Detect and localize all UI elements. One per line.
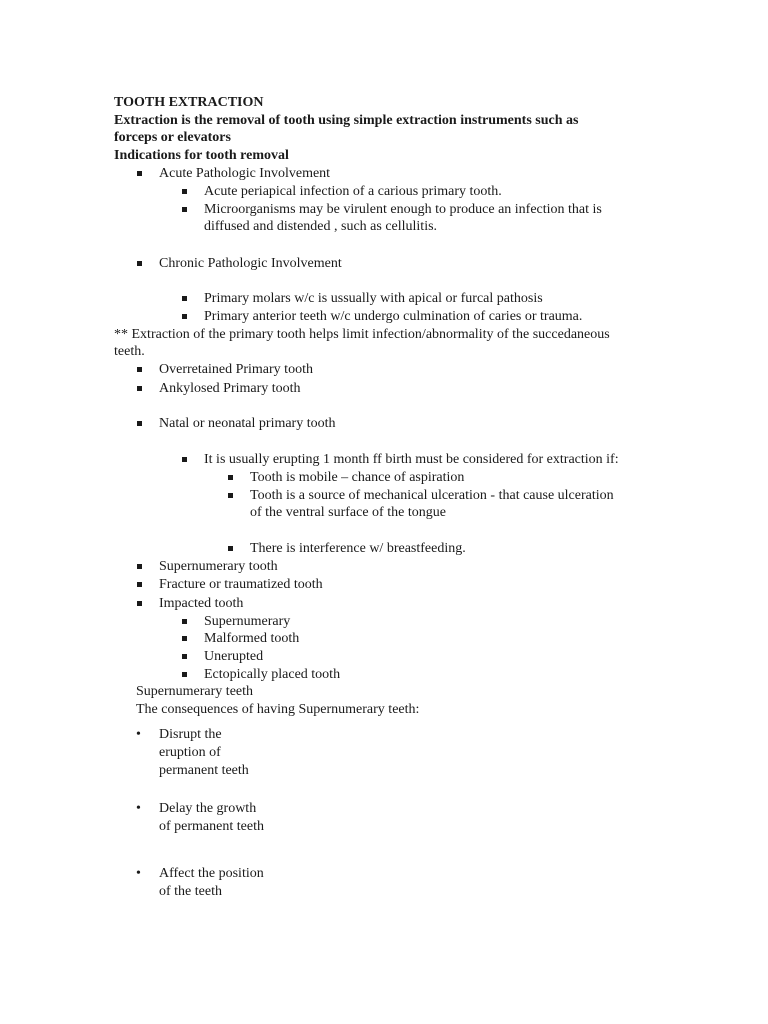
acute-label: Acute Pathologic Involvement: [159, 166, 331, 181]
consequence-3-line-2: of the teeth: [159, 884, 222, 899]
square-bullet-icon: [182, 654, 187, 659]
impacted-item: Ectopically placed tooth: [204, 667, 341, 682]
square-bullet-icon: [182, 296, 187, 301]
square-bullet-icon: [182, 207, 187, 212]
note-line-2: teeth.: [114, 344, 145, 359]
chronic-sub-1: Primary molars w/c is ussually with apical or furcal pathosis: [204, 291, 543, 306]
chronic-label: Chronic Pathologic Involvement: [159, 256, 342, 271]
square-bullet-icon: [228, 546, 233, 551]
square-bullet-icon: [137, 601, 142, 606]
definition-line-2: forceps or elevators: [114, 130, 231, 145]
square-bullet-icon: [137, 386, 142, 391]
acute-sub-1: Acute periapical infection of a carious primary tooth.: [204, 184, 502, 199]
consequence-1-line-1: Disrupt the: [159, 727, 222, 742]
square-bullet-icon: [137, 261, 142, 266]
impacted-item: Malformed tooth: [204, 631, 300, 646]
natal-subsub-2-line-2: of the ventral surface of the tongue: [250, 505, 446, 520]
note-line-1: ** Extraction of the primary tooth helps limit infection/abnormality of the succedaneous: [114, 327, 610, 342]
square-bullet-icon: [182, 636, 187, 641]
square-bullet-icon: [228, 475, 233, 480]
supernumerary-tooth-label: Supernumerary tooth: [159, 559, 278, 574]
supernumerary-teeth-heading: Supernumerary teeth: [136, 684, 254, 699]
consequence-1-line-3: permanent teeth: [159, 763, 249, 778]
ankylosed-label: Ankylosed Primary tooth: [159, 381, 301, 396]
natal-subsub-2-line-1: Tooth is a source of mechanical ulceration - that cause ulceration: [250, 488, 614, 503]
document-title: TOOTH EXTRACTION: [114, 95, 264, 110]
acute-sub-2-line-1: Microorganisms may be virulent enough to produce an infection that is: [204, 202, 602, 217]
natal-subsub-3: There is interference w/ breastfeeding.: [250, 541, 466, 556]
consequence-1-line-2: eruption of: [159, 745, 221, 760]
impacted-label: Impacted tooth: [159, 596, 244, 611]
consequences-heading: The consequences of having Supernumerary teeth:: [136, 702, 420, 717]
square-bullet-icon: [228, 493, 233, 498]
consequence-3-line-1: Affect the position: [159, 866, 264, 881]
square-bullet-icon: [137, 367, 142, 372]
overretained-label: Overretained Primary tooth: [159, 362, 313, 377]
natal-sub-1: It is usually erupting 1 month ff birth must be considered for extraction if:: [204, 452, 619, 467]
round-bullet-icon: •: [136, 866, 141, 881]
square-bullet-icon: [137, 421, 142, 426]
square-bullet-icon: [182, 457, 187, 462]
fracture-label: Fracture or traumatized tooth: [159, 577, 323, 592]
square-bullet-icon: [182, 314, 187, 319]
natal-label: Natal or neonatal primary tooth: [159, 416, 336, 431]
square-bullet-icon: [137, 582, 142, 587]
round-bullet-icon: •: [136, 801, 141, 816]
consequence-2-line-1: Delay the growth: [159, 801, 257, 816]
acute-sub-2-line-2: diffused and distended , such as cellulitis.: [204, 219, 438, 234]
round-bullet-icon: •: [136, 727, 141, 742]
chronic-sub-2: Primary anterior teeth w/c undergo culmination of caries or trauma.: [204, 309, 583, 324]
impacted-item: Supernumerary: [204, 614, 291, 629]
natal-subsub-1: Tooth is mobile – chance of aspiration: [250, 470, 465, 485]
definition-line-1: Extraction is the removal of tooth using simple extraction instruments such as: [114, 113, 579, 128]
square-bullet-icon: [182, 189, 187, 194]
square-bullet-icon: [137, 564, 142, 569]
square-bullet-icon: [137, 171, 142, 176]
consequence-2-line-2: of permanent teeth: [159, 819, 264, 834]
square-bullet-icon: [182, 619, 187, 624]
indications-heading: Indications for tooth removal: [114, 148, 289, 163]
impacted-item: Unerupted: [204, 649, 264, 664]
square-bullet-icon: [182, 672, 187, 677]
